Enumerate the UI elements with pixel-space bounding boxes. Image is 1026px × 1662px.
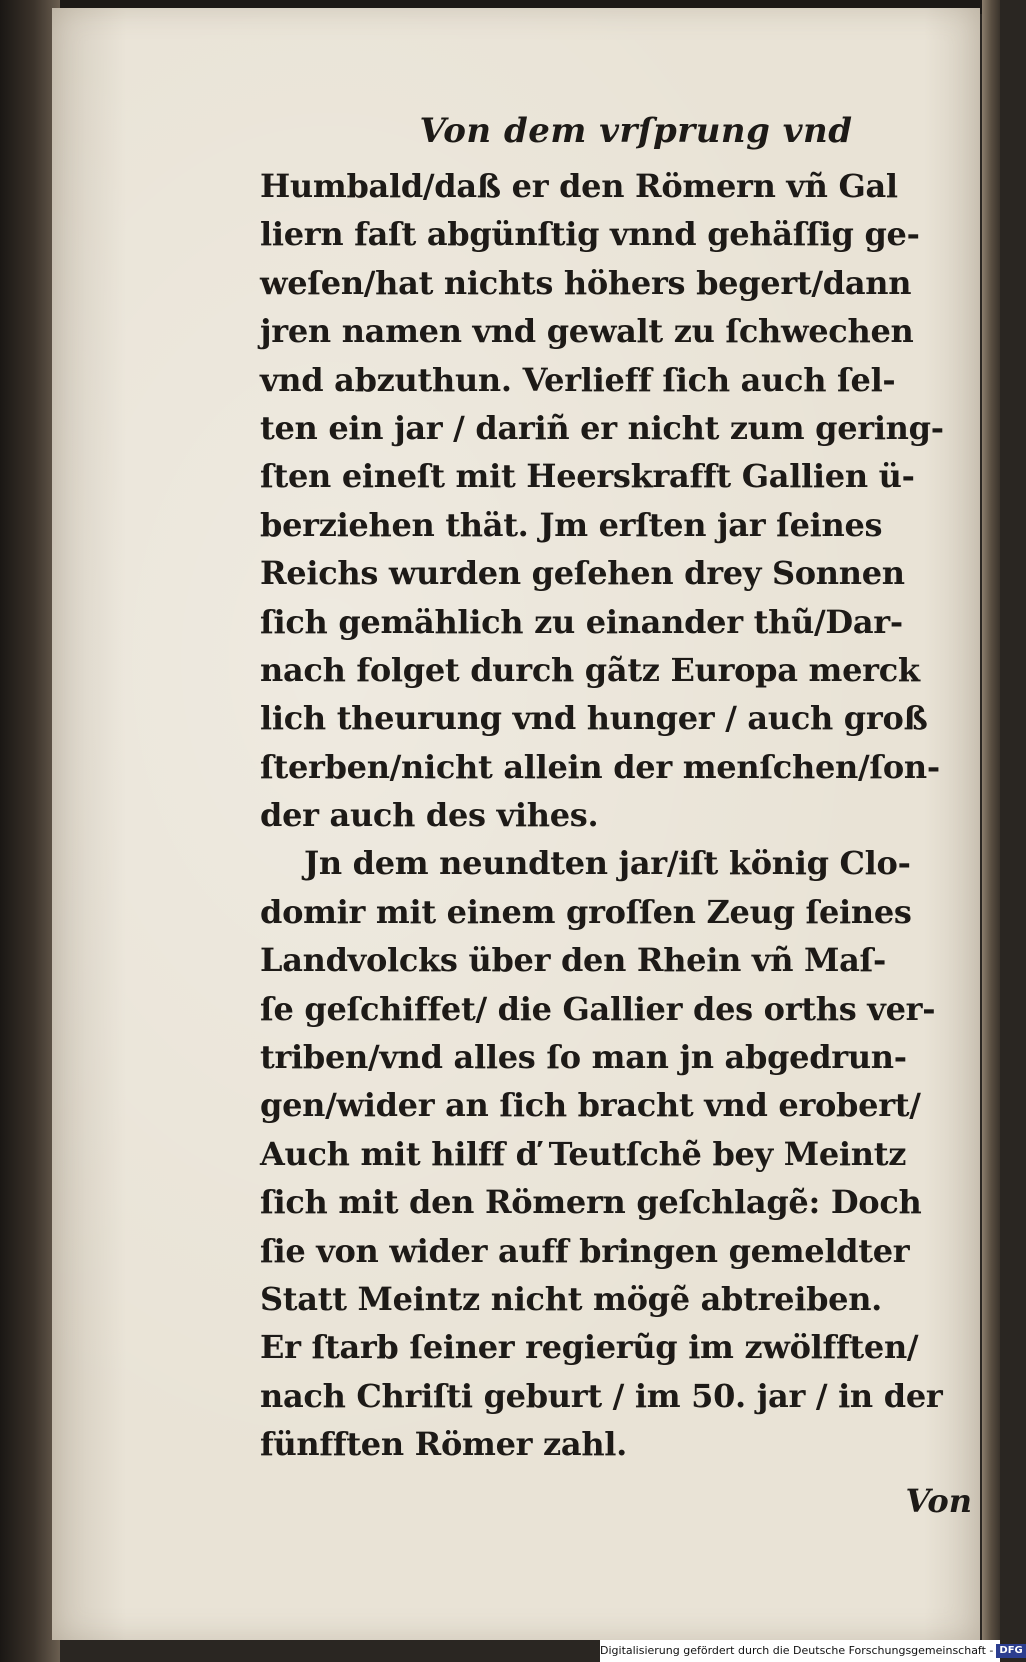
text-line: liern faſt abgünſtig vnnd gehäſſig ge-	[260, 215, 920, 254]
text-line: ten ein jar / dariñ er nicht zum gering-	[260, 408, 944, 447]
text-line: Landvolcks über den Rhein vñ Maſ-	[260, 941, 887, 980]
text-line: ſe geſchiffet/ die Gallier des orths ver-	[260, 989, 936, 1028]
text-line: Auch mit hilff ď Teutſchẽ bey Meintz	[260, 1134, 907, 1173]
digitization-footer	[600, 1640, 1023, 1662]
text-line: weſen/hat nichts höhers begert/dann	[260, 263, 912, 302]
text-line: ſich mit den Römern geſchlagẽ: Doch	[260, 1183, 922, 1222]
text-line: Statt Meintz nicht mögẽ abtreiben.	[260, 1279, 883, 1318]
text-line: Reichs wurden geſehen drey Sonnen	[260, 554, 905, 593]
text-line: ſie von wider auff bringen gemeldter	[260, 1231, 910, 1270]
dfg-logo: DFG	[996, 1644, 1025, 1658]
book-page	[52, 8, 980, 1640]
running-head: Von dem vrſprung vnd	[419, 111, 853, 151]
body-lines	[260, 162, 972, 1469]
text-line: nach folget durch gãtz Europa merck	[260, 650, 920, 689]
text-line: fünfften Römer zahl.	[260, 1425, 628, 1464]
text-block	[260, 106, 972, 1520]
text-line: Humbald/daß er den Römern vñ Gal	[260, 167, 898, 205]
text-line: jren namen vnd gewalt zu ſchwechen	[260, 312, 914, 351]
text-line: lich theurung vnd hunger / auch groß	[260, 699, 928, 738]
text-line: der auch des vihes.	[260, 796, 599, 835]
text-line: berziehen thät. Jm erſten jar ſeines	[260, 505, 883, 544]
text-line: triben/vnd alles ſo man jn abgedrun-	[260, 1038, 907, 1077]
text-line: ſterben/nicht allein der menſchen/ſon-	[260, 747, 940, 786]
text-line: domir mit einem groſſen Zeug ſeines	[260, 892, 912, 931]
text-line: Er ſtarb ſeiner regierũg im zwölfften/	[260, 1328, 919, 1367]
text-line: ſten eineſt mit Heerskrafft Gallien ü-	[260, 457, 915, 496]
book-spine-edge	[0, 0, 60, 1662]
catchword: Von	[905, 1482, 972, 1520]
text-line: ſich gemählich zu einander thũ/Dar-	[260, 602, 903, 641]
page-stack-edge	[982, 0, 1000, 1640]
text-line: gen/wider an ſich bracht vnd erobert/	[260, 1086, 921, 1125]
text-line: Jn dem neundten jar/iſt könig Clo-	[304, 844, 911, 883]
footer-credit-text: Digitalisierung gefördert durch die Deutsche Forschungsgemeinschaft -	[600, 1644, 994, 1657]
text-line: nach Chriſti geburt / im 50. jar / in der	[260, 1376, 943, 1415]
text-line: vnd abzuthun. Verlieff ſich auch ſel-	[260, 360, 896, 399]
